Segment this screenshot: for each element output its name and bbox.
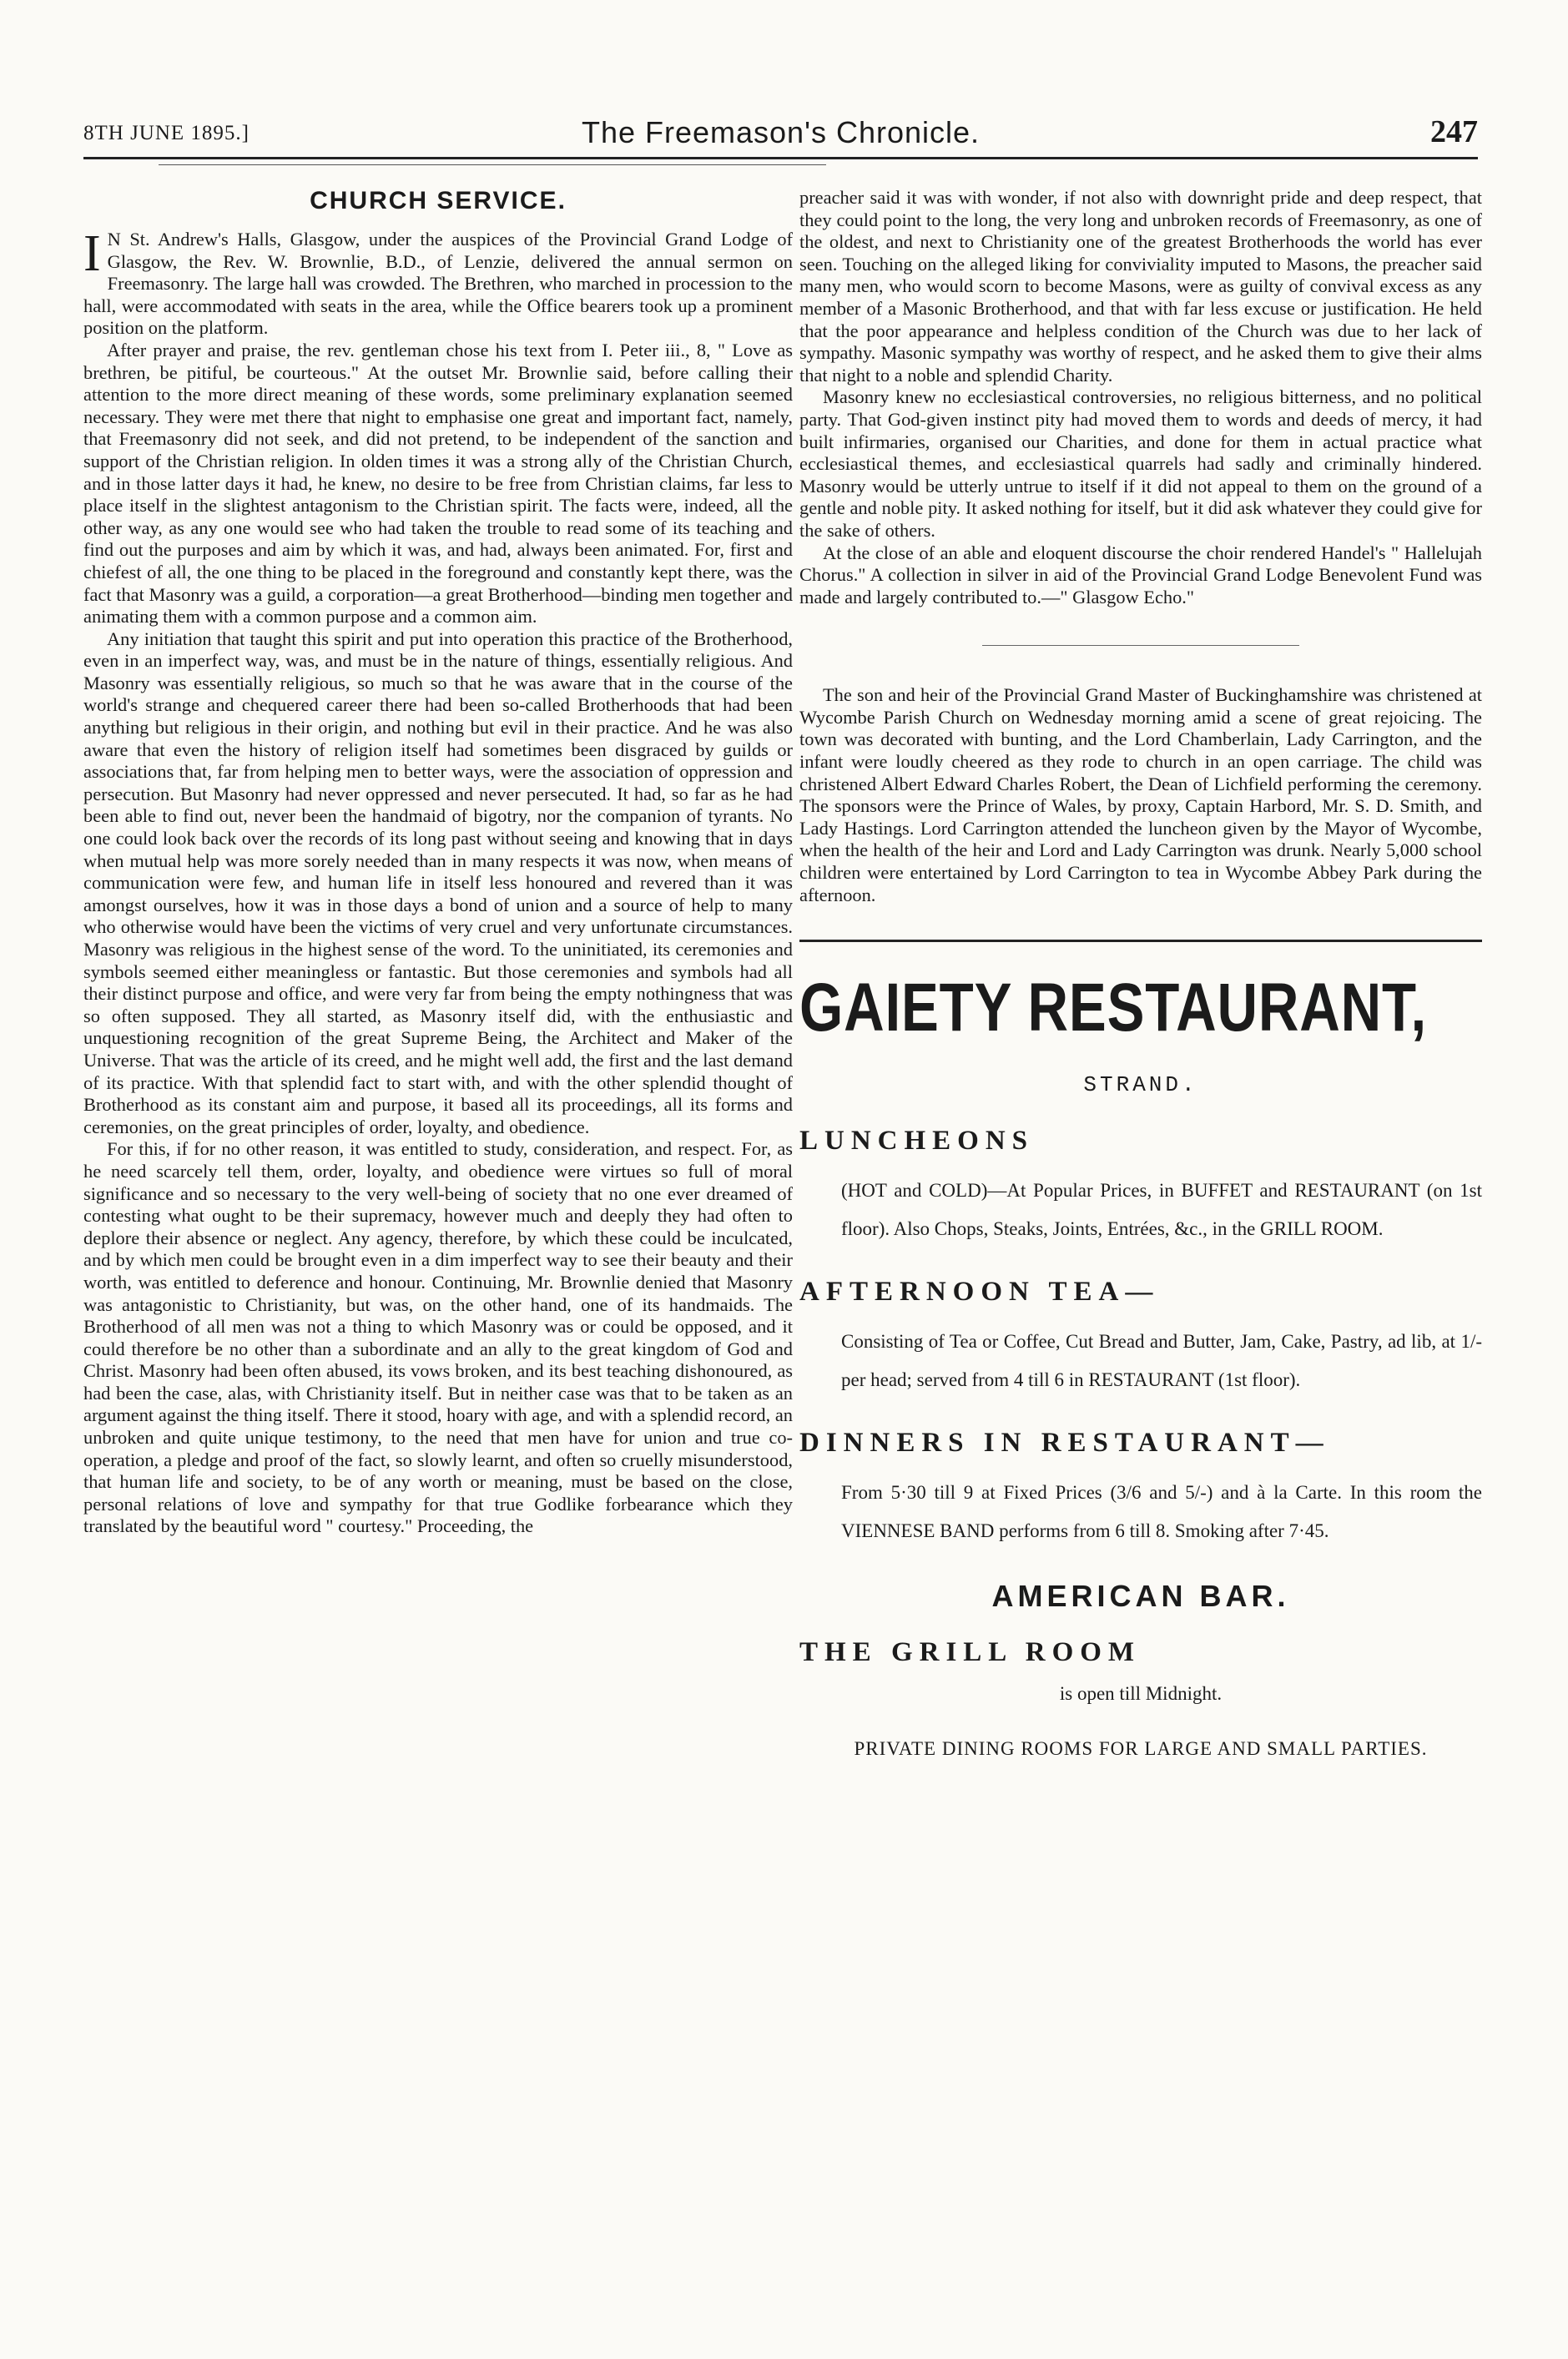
- afternoon-tea-heading: AFTERNOON TEA—: [799, 1277, 1160, 1308]
- private-rooms-notice: PRIVATE DINING ROOMS FOR LARGE AND SMALL PARTIES.: [854, 1738, 1428, 1760]
- grill-room-hours: is open till Midnight.: [1059, 1683, 1223, 1705]
- issue-date: 8TH JUNE 1895.]: [83, 122, 250, 144]
- section-divider: [982, 645, 1299, 646]
- article-paragraph-5: preacher said it was with wonder, if not also with downright pride and deep respect, that they could point to the long, the very long and unbroken records of Freemasonry, as one of the oldest, and next to Christianity one of the greatest Brotherhoods the world has ever seen. Touching on the alleged liking for conviviality imputed to Masons, the preacher said many men, who would scorn to become Masons, were as guilty of convival excess as any member of a Masonic Brotherhood, and that with far less excuse or justification. He held that the poor appearance and helpless condition of the Church was due to her lack of sympathy. Masonic sympathy was worthy of respect, and he asked them to give their alms that night to a noble and splendid Charity.: [799, 187, 1482, 386]
- advert-location: STRAND.: [1083, 1072, 1198, 1098]
- article-paragraph-1-text: N St. Andrew's Halls, Glasgow, under the auspices of the Provincial Grand Lodge of Glasgow, the Rev. W. Brownlie, B.D., of Lenzie, delivered the annual sermon on Freemasonry. The large hall was crowded. The Brethren, who marched in procession to the hall, were accommodated with seats in the area, while the Office bearers took up a prominent position on the platform.: [83, 229, 793, 339]
- advert-title: GAIETY RESTAURANT,: [799, 970, 1427, 1046]
- header-rule: [83, 157, 1478, 159]
- article-paragraph-2: After prayer and praise, the rev. gentleman chose his text from I. Peter iii., 8, " Love as brethren, be pitiful, be courteous." At the outset Mr. Brownlie said, before calling their attention to the more direct meaning of these words, some preliminary explanation seemed necessary. They were met there that night to emphasise one great and important fact, namely, that Freemasonry did not seek, and did not pretend, to be independent of the sanction and support of the Christian religion. In olden times it was a strong ally of the Christian Church, and in those latter days it had, he knew, no desire to be free from Christian claims, far less to place itself in the slightest antagonism to the Christian spirit. The facts were, indeed, all the other way, as any one would see who had taken the trouble to read some of its teaching and find out the purposes and aim by which it was, and had, always been animated. For, first and chiefest of all, the one thing to be placed in the foreground and constantly kept there, was the fact that Masonry was a guild, a corporation—a great Brotherhood—binding men together and animating them with a common purpose and a common aim.: [83, 339, 793, 628]
- right-column: [799, 187, 1482, 1760]
- article-paragraph-7: At the close of an able and eloquent discourse the choir rendered Handel's " Hallelujah Chorus." A collection in silver in aid of the Provincial Grand Lodge Benevolent Fund was made and largely contributed to.—" Glasgow Echo.": [799, 542, 1482, 607]
- advert-rule: [799, 940, 1482, 942]
- christening-notice: The son and heir of the Provincial Grand Master of Buckinghamshire was christened at Wycombe Parish Church on Wednesday morning amid a scene of great rejoicing. The town was decorated with bunting, and the Lord Chamberlain, Lady Carrington, and the infant were loudly cheered as they rode to church in an open carriage. The child was christened Albert Edward Charles Robert, the Dean of Lichfield performing the ceremony. The sponsors were the Prince of Wales, by proxy, Captain Harbord, Mr. S. D. Smith, and Lady Hastings. Lord Carrington attended the luncheon given by the Mayor of Wycombe, when the health of the heir and Lord and Lady Carrington was drunk. Nearly 5,000 school children were entertained by Lord Carrington to tea in Wycombe Abbey Park during the afternoon.: [799, 684, 1482, 905]
- restaurant-advertisement: [799, 969, 1482, 1760]
- drop-capital: I: [83, 225, 101, 282]
- dinners-heading: DINNERS IN RESTAURANT—: [799, 1428, 1330, 1459]
- grill-room-heading: THE GRILL ROOM: [799, 1637, 1142, 1668]
- article-paragraph-1: [83, 225, 793, 340]
- american-bar-heading: AMERICAN BAR.: [991, 1579, 1290, 1614]
- article-heading: CHURCH SERVICE.: [310, 187, 567, 214]
- publication-title: The Freemason's Chronicle.: [581, 115, 981, 149]
- page-header: [83, 115, 1478, 152]
- article-paragraph-4: For this, if for no other reason, it was entitled to study, consideration, and respect. For, as he need scarcely tell them, order, loyalty, and obedience were virtues so full of moral significance and so necessary to the very well-being of society that no one ever dreamed of contesting what ought to be their supremacy, however much and deeply they had often to deplore their absence or neglect. Any agency, therefore, by which these could be inculcated, and by which men could be brought even in a dim imperfect way to see their beauty and their worth, was entitled to deference and honour. Continuing, Mr. Brownlie denied that Masonry was antagonistic to Christianity, but was, on the other hand, one of its handmaids. The Brotherhood of all men was not a thing to which Masonry was or could be opposed, and it could therefore be no other than a subordinate and an ally to the great kingdom of God and Christ. Masonry had been often abused, its vows broken, and its best teaching dishonoured, as had been the case, alas, with Christianity itself. But in neither case was that to be taken as an argument against the thing itself. There it stood, hoary with age, and with a splendid record, an unbroken and quite unique testimony, to the need that men have for union and true co-operation, a pledge and proof of the fact, so slowly learnt, and often so cruelly misunderstood, that human life and society, to be of any worth or meaning, must be based on the close, personal relations of love and sympathy for that true Godlike forbearance which they translated by the beautiful word " courtesy." Proceeding, the: [83, 1138, 793, 1537]
- luncheons-heading: LUNCHEONS: [799, 1126, 1035, 1157]
- article-paragraph-6: Masonry knew no ecclesiastical controversies, no religious bitterness, and no political party. That God-given instinct pity had moved them to words and deeds of mercy, it had built infirmaries, organised our Charities, and done for them in actual practice what ecclesiastical themes, and ecclesiastical quarrels had sadly and criminally hindered. Masonry would be utterly untrue to itself if it did not appeal to them on the ground of a gentle and noble pity. It asked nothing for itself, but it did ask whatever they could give for the sake of others.: [799, 386, 1482, 541]
- afternoon-tea-text: Consisting of Tea or Coffee, Cut Bread and Butter, Jam, Cake, Pastry, ad lib, at 1/- per head; served from 4 till 6 in RESTAURANT (1st floor).: [841, 1331, 1482, 1391]
- header-subrule: [159, 164, 826, 165]
- luncheons-text: (HOT and COLD)—At Popular Prices, in BUFFET and RESTAURANT (on 1st floor). Also Chops, Steaks, Joints, Entrées, &c., in the GRILL ROOM.: [841, 1180, 1482, 1240]
- dinners-text: From 5·30 till 9 at Fixed Prices (3/6 and 5/-) and à la Carte. In this room the VIENNESE BAND performs from 6 till 8. Smoking after 7·45.: [841, 1482, 1482, 1542]
- left-column: [83, 187, 793, 1538]
- article-paragraph-3: Any initiation that taught this spirit and put into operation this practice of the Brotherhood, even in an imperfect way, was, and must be in the nature of things, essentially religious. And Masonry was essentially religious, so much so that he was aware that in the course of the world's strange and chequered career there had been so-called Brotherhoods that had been anything but religious in their origin, and nothing but evil in their practice. And he was also aware that even the history of religion itself had sometimes been disgraced by guilds or associations that, far from helping men to better ways, were the association of oppression and persecution. But Masonry had never oppressed and never persecuted. It had, so far as he had been able to find out, never been the handmaid of bigotry, nor the companion of tyrants. No one could look back over the records of its long past without seeing and knowing that in days when mutual help was more sorely needed than in many respects it was now, when means of communication were few, and human life in itself less honoured and revered than it was amongst ourselves, how it was in those days a bond of union and a source of help to many who otherwise would have been the victims of very cruel and very unfortunate circumstances. Masonry was religious in the highest sense of the word. To the uninitiated, its ceremonies and symbols seemed either meaningless or fantastic. But those ceremonies and symbols had all their distinct purpose and office, and were very far from being the empty nothingness that was so often supposed. They all started, as Masonry itself did, with the enthusiastic and unquestioning recognition of the great Supreme Being, the Architect and Maker of the Universe. That was the article of its creed, and he might well add, the first and the last demand of its practice. With that splendid fact to start with, and with the other splendid thought of Brotherhood as its constant aim and purpose, it based all its proceedings, all its forms and ceremonies, on the great principles of order, loyalty, and obedience.: [83, 628, 793, 1137]
- page-number: 247: [1430, 114, 1478, 149]
